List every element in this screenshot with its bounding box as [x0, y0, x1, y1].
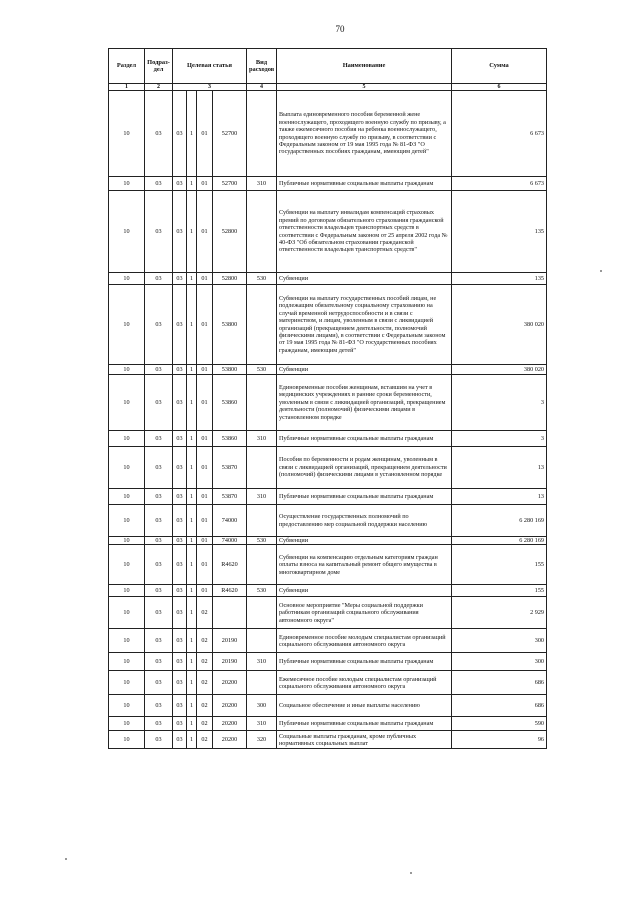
cell-target-program: 03: [173, 505, 187, 537]
cell-target-subprogram: 1: [187, 365, 197, 375]
cell-target-event: 01: [197, 365, 213, 375]
cell-target-subprogram: 1: [187, 375, 197, 431]
table-row: [109, 489, 547, 505]
cell-section: 10: [109, 91, 145, 177]
cell-name: Публичные нормативные социальные выплаты гражданам: [277, 489, 452, 505]
cell-target-code: 53800: [213, 365, 247, 375]
cell-expense-type: 310: [247, 431, 277, 447]
cell-section: 10: [109, 447, 145, 489]
table-row: [109, 365, 547, 375]
cell-subsection: 03: [145, 545, 173, 585]
column-number: 1: [109, 84, 145, 91]
table-row: [109, 585, 547, 597]
cell-name: Субвенции на компенсацию отдельным категориям граждан оплаты взноса на капитальный ремонт общего имущества в многоквартирном доме: [277, 545, 452, 585]
cell-name: Социальное обеспечение и иные выплаты населению: [277, 695, 452, 717]
cell-target-program: 03: [173, 671, 187, 695]
cell-target-event: 02: [197, 629, 213, 653]
table-row: [109, 695, 547, 717]
table-row: [109, 653, 547, 671]
cell-section: 10: [109, 597, 145, 629]
cell-expense-type: 310: [247, 653, 277, 671]
cell-subsection: 03: [145, 489, 173, 505]
cell-expense-type: 530: [247, 365, 277, 375]
cell-target-subprogram: 1: [187, 91, 197, 177]
cell-target-subprogram: 1: [187, 653, 197, 671]
cell-subsection: 03: [145, 629, 173, 653]
header-name: Наименование: [277, 49, 452, 84]
cell-name: Осуществление государственных полномочий по предоставлению мер социальной поддержки населению: [277, 505, 452, 537]
table-row: [109, 285, 547, 365]
cell-expense-type: 310: [247, 489, 277, 505]
cell-target-code: 52800: [213, 191, 247, 273]
cell-target-subprogram: 1: [187, 731, 197, 749]
cell-section: 10: [109, 537, 145, 545]
cell-target-code: 20200: [213, 731, 247, 749]
header-row: [109, 49, 547, 84]
cell-subsection: 03: [145, 375, 173, 431]
cell-subsection: 03: [145, 537, 173, 545]
cell-target-program: 03: [173, 731, 187, 749]
cell-target-program: 03: [173, 431, 187, 447]
cell-target-subprogram: 1: [187, 597, 197, 629]
cell-target-program: 03: [173, 177, 187, 191]
cell-name: Ежемесячное пособие молодым специалистам организаций социального обслуживания автономного округа: [277, 671, 452, 695]
cell-target-subprogram: 1: [187, 695, 197, 717]
cell-sum: 3: [452, 431, 547, 447]
cell-sum: 380 020: [452, 285, 547, 365]
cell-target-subprogram: 1: [187, 717, 197, 731]
cell-sum: 6 673: [452, 91, 547, 177]
cell-target-program: 03: [173, 273, 187, 285]
cell-target-code: R4620: [213, 545, 247, 585]
cell-name: Публичные нормативные социальные выплаты гражданам: [277, 717, 452, 731]
cell-target-subprogram: 1: [187, 273, 197, 285]
cell-name: Субвенции: [277, 585, 452, 597]
table-row: [109, 717, 547, 731]
cell-expense-type: [247, 597, 277, 629]
cell-sum: 686: [452, 695, 547, 717]
cell-expense-type: 530: [247, 537, 277, 545]
cell-expense-type: 320: [247, 731, 277, 749]
cell-target-code: 74000: [213, 505, 247, 537]
cell-sum: 135: [452, 191, 547, 273]
cell-target-event: 01: [197, 537, 213, 545]
cell-target-program: 03: [173, 91, 187, 177]
table-row: [109, 177, 547, 191]
budget-table: [108, 48, 547, 749]
cell-target-program: 03: [173, 695, 187, 717]
cell-sum: 96: [452, 731, 547, 749]
table-row: [109, 537, 547, 545]
cell-section: 10: [109, 489, 145, 505]
cell-expense-type: [247, 375, 277, 431]
cell-section: 10: [109, 285, 145, 365]
cell-target-code: 52700: [213, 177, 247, 191]
cell-sum: 6 280 169: [452, 537, 547, 545]
cell-target-event: 01: [197, 285, 213, 365]
cell-subsection: 03: [145, 671, 173, 695]
cell-expense-type: [247, 505, 277, 537]
table-row: [109, 375, 547, 431]
cell-target-event: 01: [197, 91, 213, 177]
cell-target-program: 03: [173, 545, 187, 585]
column-number-row: [109, 84, 547, 91]
cell-sum: 6 673: [452, 177, 547, 191]
cell-sum: 155: [452, 545, 547, 585]
cell-target-event: 02: [197, 717, 213, 731]
cell-target-program: 03: [173, 447, 187, 489]
table-row: [109, 273, 547, 285]
cell-name: Единовременные пособия женщинам, вставшим на учет в медицинских учреждениях в ранние сроки беременности, уволенным в связи с ликвидацией организаций, прекращением деятельности (полномочий) физическими лицами в установленном порядке: [277, 375, 452, 431]
cell-target-subprogram: 1: [187, 545, 197, 585]
cell-section: 10: [109, 365, 145, 375]
cell-subsection: 03: [145, 177, 173, 191]
cell-expense-type: [247, 91, 277, 177]
cell-sum: 6 280 169: [452, 505, 547, 537]
cell-target-code: R4620: [213, 585, 247, 597]
cell-subsection: 03: [145, 731, 173, 749]
cell-section: 10: [109, 629, 145, 653]
cell-section: 10: [109, 717, 145, 731]
table-row: [109, 447, 547, 489]
table-row: [109, 629, 547, 653]
cell-target-program: 03: [173, 629, 187, 653]
header-subsection: Подраз-дел: [145, 49, 173, 84]
cell-target-program: 03: [173, 717, 187, 731]
cell-name: Субвенции: [277, 273, 452, 285]
cell-name: Основное мероприятие "Меры социальной поддержки работникам организаций социального обслуживания автономного округа": [277, 597, 452, 629]
cell-target-code: 52800: [213, 273, 247, 285]
cell-name: Субвенции: [277, 365, 452, 375]
cell-sum: 13: [452, 489, 547, 505]
header-sum: Сумма: [452, 49, 547, 84]
cell-target-event: 01: [197, 585, 213, 597]
column-number: 5: [277, 84, 452, 91]
cell-target-subprogram: 1: [187, 629, 197, 653]
cell-name: Пособия по беременности и родам женщинам, уволенным в связи с ликвидацией организаций, прекращением деятельности (полномочий) физическими лицами в установленном порядке: [277, 447, 452, 489]
cell-target-event: 02: [197, 695, 213, 717]
cell-name: Социальные выплаты гражданам, кроме публичных нормативных социальных выплат: [277, 731, 452, 749]
cell-subsection: 03: [145, 91, 173, 177]
cell-name: Публичные нормативные социальные выплаты гражданам: [277, 653, 452, 671]
cell-section: 10: [109, 273, 145, 285]
table-row: [109, 431, 547, 447]
cell-section: 10: [109, 191, 145, 273]
cell-target-subprogram: 1: [187, 671, 197, 695]
cell-subsection: 03: [145, 273, 173, 285]
cell-expense-type: [247, 191, 277, 273]
cell-target-program: 03: [173, 191, 187, 273]
cell-target-subprogram: 1: [187, 177, 197, 191]
cell-section: 10: [109, 653, 145, 671]
cell-section: 10: [109, 545, 145, 585]
cell-target-event: 02: [197, 671, 213, 695]
cell-target-program: 03: [173, 365, 187, 375]
cell-sum: 686: [452, 671, 547, 695]
cell-subsection: 03: [145, 447, 173, 489]
cell-expense-type: [247, 545, 277, 585]
cell-subsection: 03: [145, 597, 173, 629]
cell-target-code: 53860: [213, 431, 247, 447]
cell-subsection: 03: [145, 585, 173, 597]
cell-target-event: 01: [197, 545, 213, 585]
cell-subsection: 03: [145, 191, 173, 273]
cell-target-code: 20190: [213, 629, 247, 653]
header-target-article: Целевая статья: [173, 49, 247, 84]
cell-expense-type: 300: [247, 695, 277, 717]
cell-target-subprogram: 1: [187, 431, 197, 447]
cell-expense-type: 530: [247, 585, 277, 597]
cell-target-subprogram: 1: [187, 585, 197, 597]
cell-subsection: 03: [145, 653, 173, 671]
cell-target-code: 74000: [213, 537, 247, 545]
cell-section: 10: [109, 431, 145, 447]
cell-name: Субвенции на выплату инвалидам компенсаций страховых премий по договорам обязательного страхования гражданской ответственности владельцев транспортных средств в соответствии с Федеральным законом от 25 апреля 2002 года № 40-ФЗ "Об обязательном страховании гражданской ответственности владельцев транспортных средств": [277, 191, 452, 273]
cell-name: Субвенции: [277, 537, 452, 545]
cell-target-program: 03: [173, 653, 187, 671]
cell-subsection: 03: [145, 717, 173, 731]
cell-name: Единовременное пособие молодым специалистам организаций социального обслуживания автономного округа: [277, 629, 452, 653]
cell-sum: 2 929: [452, 597, 547, 629]
cell-name: Публичные нормативные социальные выплаты гражданам: [277, 431, 452, 447]
cell-target-event: 02: [197, 731, 213, 749]
cell-target-event: 02: [197, 597, 213, 629]
cell-target-code: 53870: [213, 447, 247, 489]
cell-sum: 155: [452, 585, 547, 597]
cell-name: Субвенции на выплату государственных пособий лицам, не подлежащим обязательному социальному страхованию на случай временной нетрудоспособности и в связи с материнством, и лицам, уволенным в связи с ликвидацией организаций (прекращением деятельности, полномочий физическими лицами), в соответствии с Федеральным законом от 19 мая 1995 года № 81-ФЗ "О государственных пособиях гражданам, имеющим детей": [277, 285, 452, 365]
cell-expense-type: [247, 671, 277, 695]
cell-section: 10: [109, 505, 145, 537]
cell-expense-type: [247, 629, 277, 653]
cell-target-code: [213, 597, 247, 629]
column-number: 6: [452, 84, 547, 91]
cell-section: 10: [109, 671, 145, 695]
cell-name: Выплата единовременного пособия беременной жене военнослужащего, проходящего военную службу по призыву, а также ежемесячного пособия на ребенка военнослужащего, проходящего военную службу по призыву, в соответствии с Федеральным законом от 19 мая 1995 года № 81-ФЗ "О государственных пособиях гражданам, имеющим детей": [277, 91, 452, 177]
cell-target-subprogram: 1: [187, 489, 197, 505]
cell-sum: 590: [452, 717, 547, 731]
column-number: 2: [145, 84, 173, 91]
cell-target-event: 01: [197, 447, 213, 489]
cell-subsection: 03: [145, 365, 173, 375]
cell-target-program: 03: [173, 285, 187, 365]
cell-sum: 380 020: [452, 365, 547, 375]
cell-section: 10: [109, 177, 145, 191]
table-row: [109, 731, 547, 749]
cell-subsection: 03: [145, 431, 173, 447]
cell-expense-type: 530: [247, 273, 277, 285]
cell-name: Публичные нормативные социальные выплаты гражданам: [277, 177, 452, 191]
cell-section: 10: [109, 695, 145, 717]
cell-target-event: 01: [197, 375, 213, 431]
cell-target-subprogram: 1: [187, 191, 197, 273]
cell-sum: 13: [452, 447, 547, 489]
cell-target-code: 20200: [213, 695, 247, 717]
cell-subsection: 03: [145, 285, 173, 365]
cell-section: 10: [109, 585, 145, 597]
cell-target-event: 01: [197, 191, 213, 273]
cell-sum: 300: [452, 629, 547, 653]
cell-target-program: 03: [173, 375, 187, 431]
column-number: 4: [247, 84, 277, 91]
scan-speck: [410, 872, 412, 874]
cell-target-subprogram: 1: [187, 537, 197, 545]
table-row: [109, 191, 547, 273]
table-row: [109, 545, 547, 585]
cell-target-code: 52700: [213, 91, 247, 177]
cell-target-event: 01: [197, 489, 213, 505]
cell-sum: 300: [452, 653, 547, 671]
cell-subsection: 03: [145, 505, 173, 537]
cell-target-code: 53800: [213, 285, 247, 365]
page-number: 70: [335, 24, 345, 34]
cell-target-subprogram: 1: [187, 447, 197, 489]
cell-sum: 135: [452, 273, 547, 285]
cell-target-event: 01: [197, 505, 213, 537]
cell-target-subprogram: 1: [187, 505, 197, 537]
cell-expense-type: 310: [247, 717, 277, 731]
cell-target-code: 53860: [213, 375, 247, 431]
cell-section: 10: [109, 375, 145, 431]
cell-target-program: 03: [173, 597, 187, 629]
scan-speck: [600, 270, 602, 272]
cell-target-code: 20190: [213, 653, 247, 671]
cell-expense-type: [247, 447, 277, 489]
cell-section: 10: [109, 731, 145, 749]
cell-target-event: 02: [197, 653, 213, 671]
cell-expense-type: 310: [247, 177, 277, 191]
table-row: [109, 91, 547, 177]
cell-target-subprogram: 1: [187, 285, 197, 365]
cell-target-event: 01: [197, 431, 213, 447]
cell-sum: 3: [452, 375, 547, 431]
cell-target-program: 03: [173, 537, 187, 545]
table-row: [109, 671, 547, 695]
cell-expense-type: [247, 285, 277, 365]
scan-speck: [65, 858, 67, 860]
header-section: Раздел: [109, 49, 145, 84]
cell-target-code: 20200: [213, 671, 247, 695]
header-expense-type: Вид расходов: [247, 49, 277, 84]
cell-target-program: 03: [173, 489, 187, 505]
cell-target-program: 03: [173, 585, 187, 597]
table-body: [109, 91, 547, 749]
cell-target-code: 53870: [213, 489, 247, 505]
cell-target-event: 01: [197, 273, 213, 285]
table-row: [109, 597, 547, 629]
cell-subsection: 03: [145, 695, 173, 717]
cell-target-event: 01: [197, 177, 213, 191]
column-number: 3: [173, 84, 247, 91]
cell-target-code: 20200: [213, 717, 247, 731]
table-row: [109, 505, 547, 537]
